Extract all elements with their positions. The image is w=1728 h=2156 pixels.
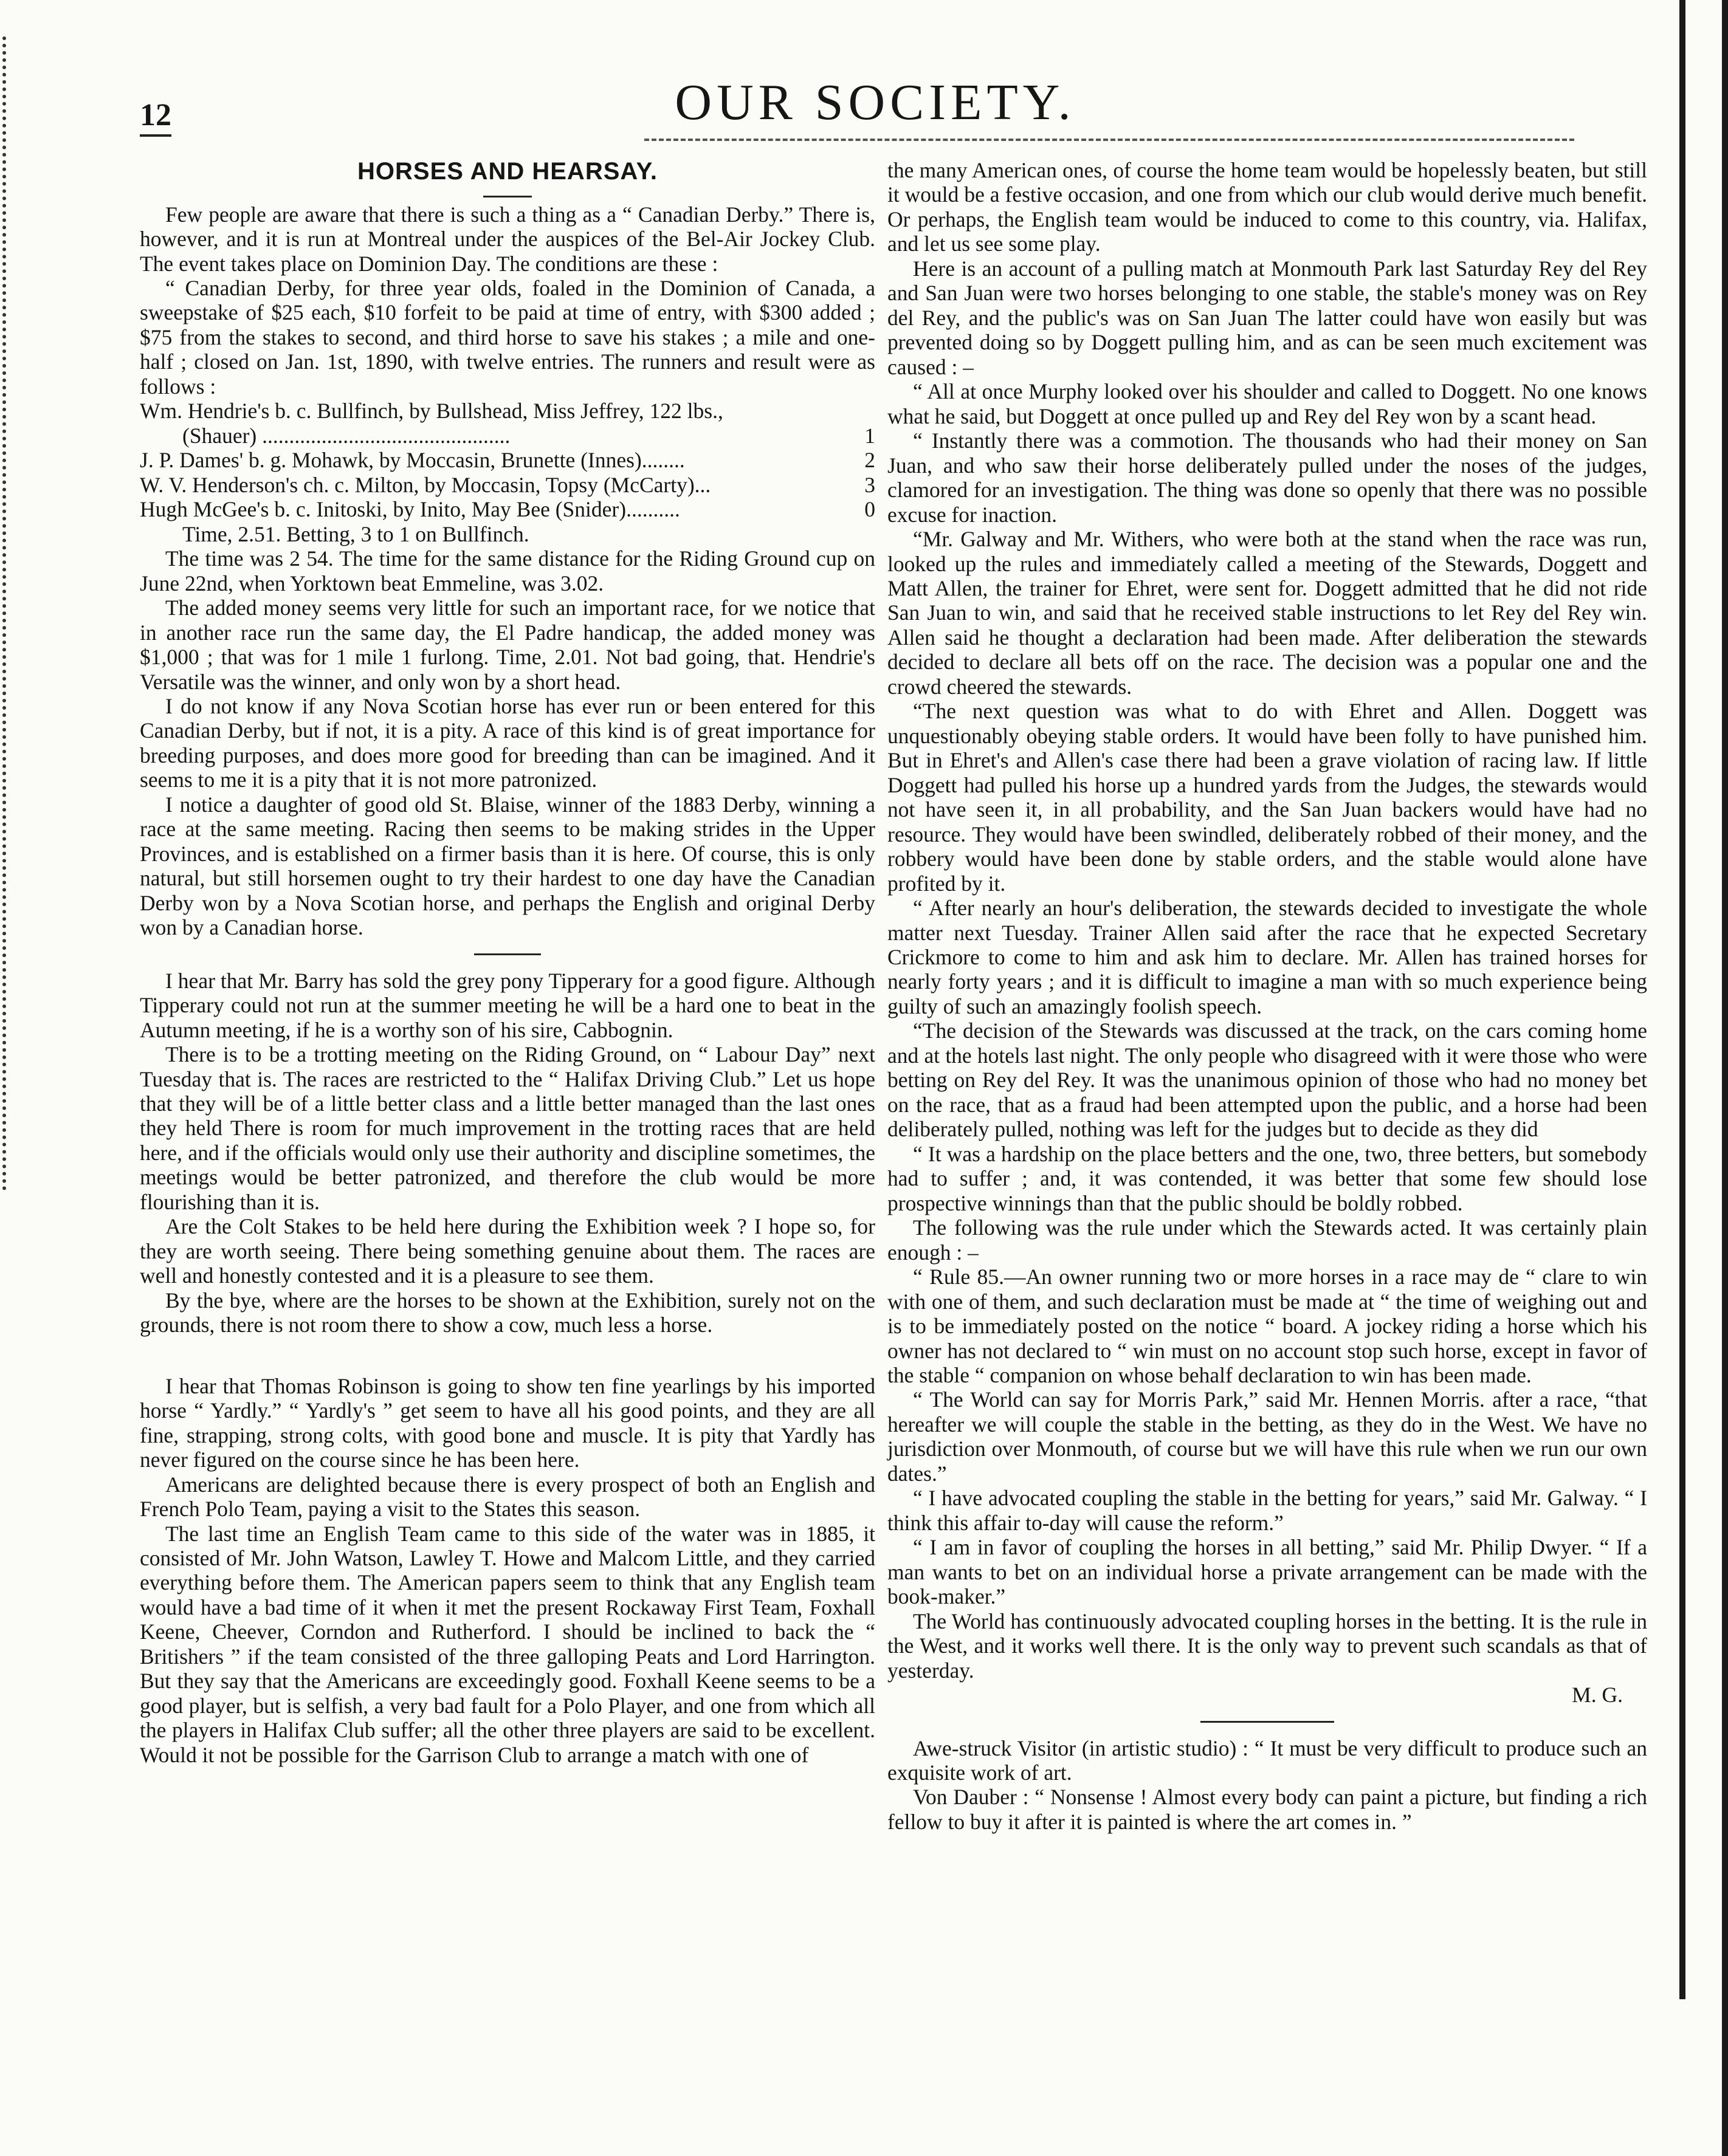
paragraph: I do not know if any Nova Scotian horse has ever run or been entered for this Canadian Derby, but if not, it is a pity. A race of this kind is of great importance for breeding purposes, and does more good for breeding than can be imagined. And it seems to me it is a pity that it is not more patronized. xyxy=(140,693,875,792)
rule-quote: “ Rule 85.—An owner running two or more horses in a race may de “ clare to win with one of them, and such declaration must be made at “ the time of weighing out and is to be immediately posted on the notice “ board. A jockey riding a horse which his owner has not declared to “ win must on no account stop such horse, except in favor of the stable “ companion on whose behalf declaration to win has been made. xyxy=(887,1265,1647,1387)
paragraph: “The decision of the Stewards was discussed at the track, on the cars coming home and at the hotels last night. The only people who disagreed with it were those who were betting on Rey del Rey. It was the unanimous opinion of those who had no money bet on the race, that as a fraud had been attempted upon the public, and a horse had been deliberately pulled, nothing was left for the judges but to decide as they did xyxy=(887,1018,1647,1142)
paragraph: “ Instantly there was a commotion. The thousands who had their money on San Juan, and who saw their horse deliberately pulled under the noses of the judges, clamored for an investigation. The thing was done so openly that there was no possible excuse for inaction. xyxy=(887,428,1647,527)
paragraph: Von Dauber : “ Nonsense ! Almost every body can paint a picture, but finding a rich fellow to buy it after it is painted is where the art comes in. ” xyxy=(887,1785,1647,1834)
signature: M. G. xyxy=(1572,1683,1623,1708)
paragraph: The last time an English Team came to this side of the water was in 1885, it consisted of Mr. John Watson, Lawley T. Howe and Malcom Little, and they carried everything before them. The American papers seem to think that any English team would have a bad time of it when it met the present Rockaway First Team, Foxhall Keene, Cheever, Corndon and Rutherford. I should be inclined to back the “ Britishers ” if the team consisted of the three galloping Peats and Lord Harrington. But they say that the Americans are exceedingly good. Foxhall Keene seems to be a good player, but is selfish, a very bad fault for a Polo Player, and one from which all the players in Halifax Club suffer; all the other three players are said to be excellent. Would it not be possible for the Garrison Club to arrange a match with one of xyxy=(140,1521,875,1767)
page-header xyxy=(97,73,1653,140)
paragraph: The following was the rule under which the Stewards acted. It was certainly plain enough : – xyxy=(887,1215,1647,1265)
page-edge xyxy=(1722,0,1728,2156)
paragraph: I hear that Mr. Barry has sold the grey pony Tipperary for a good figure. Although Tipperary could not run at the summer meeting he will be a hard one to beat in the Autumn meeting, if he is a worthy son of his sire, Cabbognin. xyxy=(140,968,875,1042)
paragraph: the many American ones, of course the home team would be hopelessly beaten, but still it would be a festive occasion, and one from which our club would derive much benefit. Or perhaps, the English team would be induced to come to this country, via. Halifax, and let us see some play. xyxy=(887,158,1647,256)
paragraph: The added money seems very little for such an important race, for we notice that in another race run the same day, the El Padre handicap, the added money was $1,000 ; that was for 1 mile 1 furlong. Time, 2.01. Not bad going, that. Hendrie's Versatile was the winner, and only won by a short head. xyxy=(140,596,875,694)
paragraph: I notice a daughter of good old St. Blaise, winner of the 1883 Derby, winning a race at the same meeting. Racing then seems to be making strides in the Upper Provinces, and is established on a firmer basis than it is here. Of course, this is only natural, but still horsemen ought to try their hardest to one day have the Canadian Derby won by a Nova Scotian horse, and perhaps the English and original Derby won by a Canadian horse. xyxy=(140,792,875,940)
paragraph: Awe-struck Visitor (in artistic studio) : “ It must be very difficult to produce such an exquisite work of art. xyxy=(887,1735,1647,1785)
result-row: W. V. Henderson's ch. c. Milton, by Moccasin, Topsy (McCarty)... 3 xyxy=(140,472,875,497)
race-results xyxy=(140,399,875,521)
paragraph: Here is an account of a pulling match at Monmouth Park last Saturday Rey del Rey and San Juan were two horses belonging to one stable, the stable's money was on Rey del Rey, and the public's was on San Juan The latter could have won easily but was prevented doing so by Doggett pulling him, and as can be seen much excitement was caused : – xyxy=(887,256,1647,379)
section-gap xyxy=(140,1337,875,1374)
left-column xyxy=(140,158,875,1767)
running-head: OUR SOCIETY. xyxy=(675,74,1076,131)
result-row: Hugh McGee's b. c. Initoski, by Inito, May Bee (Snider).......... 0 xyxy=(140,497,875,522)
margin-binding-mark xyxy=(2,36,13,1191)
paragraph: There is to be a trotting meeting on the Riding Ground, on “ Labour Day” next Tuesday that is. The races are restricted to the “ Halifax Driving Club.” Let us hope that they will be of a little better class and a little better managed than the last ones they held There is room for much improvement in the trotting races that are held here, and if the officials would only use their authority and discipline sometimes, the meetings would be better patronized, and therefore the club would be more flourishing than it is. xyxy=(140,1042,875,1214)
article-title: HORSES AND HEARSAY. xyxy=(357,158,658,185)
paragraph: “The next question was what to do with Ehret and Allen. Doggett was unquestionably obeying stable orders. It would have been folly to have punished him. But in Ehret's and Allen's case there had been a grave violation of racing law. If little Doggett had pulled his horse up a hundred yards from the Judges, the stewards would not have seen it, in all probability, and the San Juan backers would have had no resource. They would have been swindled, deliberately robbed of their money, and the robbery would have been done by stable orders, and the stable would alone have profited by it. xyxy=(887,699,1647,896)
page-number: 12 xyxy=(140,97,171,137)
result-row: J. P. Dames' b. g. Mohawk, by Moccasin, Brunette (Innes)........ 2 xyxy=(140,448,875,473)
time-line: Time, 2.51. Betting, 3 to 1 on Bullfinch. xyxy=(182,521,529,546)
paragraph: “ The World can say for Morris Park,” said Mr. Hennen Morris. after a race, “that hereafter we will couple the stable in the betting, as they do in the West. We have no jurisdiction over Monmouth, of course but we will have this rule when we run our own dates.” xyxy=(887,1387,1647,1486)
paragraph: I hear that Thomas Robinson is going to show ten fine yearlings by his imported horse “ Yardly.” “ Yardly's ” get seem to have all his good points, and they are all fine, strapping, strong colts, with good bone and muscle. It is pity that Yardly has never figured on the course since he has been here. xyxy=(140,1373,875,1472)
paragraph: “ It was a hardship on the place betters and the one, two, three betters, but somebody had to suffer ; and, it was contended, it was better that some few should lose prospective winnings than that the public should be boldly robbed. xyxy=(887,1141,1647,1215)
paragraph: The World has continuously advocated coupling horses in the betting. It is the rule in the West, and it works well there. It is the only way to prevent such scandals as that of yesterday. xyxy=(887,1608,1647,1683)
paragraph: “ After nearly an hour's deliberation, the stewards decided to investigate the whole matter next Tuesday. Trainer Allen said after the race that he expected Secretary Crickmore to come to him and ask him to declare. Mr. Allen has trained horses for nearly forty years ; and it is difficult to imagine a man with so much experience being guilty of such an amazingly foolish speech. xyxy=(887,896,1647,1018)
paragraph: The time was 2 54. The time for the same distance for the Riding Ground cup on June 22nd, when Yorktown beat Emmeline, was 3.02. xyxy=(140,546,875,596)
paragraph: Are the Colt Stakes to be held here during the Exhibition week ? I hope so, for they are worth seeing. There being something genuine about them. The races are well and honestly contested and it is a pleasure to see them. xyxy=(140,1214,875,1288)
paragraph: “ I have advocated coupling the stable in the betting for years,” said Mr. Galway. “ I think this affair to-day will cause the reform.” xyxy=(887,1486,1647,1535)
paragraph: “Mr. Galway and Mr. Withers, who were both at the stand when the race was run, looked up the rules and immediately called a meeting of the Stewards, Doggett and Matt Allen, the trainer for Ehret, were sent for. Doggett admitted that he did not ride San Juan to win, and said that he received stable instructions to let Rey del Rey win. Allen said he thought a declaration had been made. After deliberation the stewards decided to declare all bets off on the race. The decision was a popular one and the crowd cheered the stewards. xyxy=(887,527,1647,699)
paragraph: “ Canadian Derby, for three year olds, foaled in the Dominion of Canada, a sweepstake of $25 each, $10 forfeit to be paid at time of entry, with $300 added ; $75 from the stakes to second, and third horse to save his stakes ; a mile and one-half ; closed on Jan. 1st, 1890, with twelve entries. The runners and result were as follows : xyxy=(140,276,875,399)
paragraph: Americans are delighted because there is every prospect of both an English and French Polo Team, paying a visit to the States this season. xyxy=(140,1472,875,1522)
result-row: (Shauer) .............................................. 1 xyxy=(182,423,875,448)
title-rule xyxy=(483,196,532,197)
section-rule xyxy=(1200,1721,1334,1723)
paragraph: Few people are aware that there is such a thing as a “ Canadian Derby.” There is, however, and it is run at Montreal under the auspices of the Bel-Air Jockey Club. The event takes place on Dominion Day. The conditions are these : xyxy=(140,202,875,276)
paragraph: By the bye, where are the horses to be shown at the Exhibition, surely not on the grounds, there is not room there to show a cow, much less a horse. xyxy=(140,1288,875,1337)
paragraph: “ All at once Murphy looked over his shoulder and called to Doggett. No one knows what he said, but Doggett at once pulled up and Rey del Rey won by a scant head. xyxy=(887,379,1647,428)
header-rule xyxy=(644,139,1574,141)
right-column-bar xyxy=(1679,0,1685,1999)
paragraph: “ I am in favor of coupling the horses in all betting,” said Mr. Philip Dwyer. “ If a man wants to bet on an individual horse a private arrangement can be made with the book-maker.” xyxy=(887,1535,1647,1609)
section-rule xyxy=(474,953,541,955)
result-row: Wm. Hendrie's b. c. Bullfinch, by Bullshead, Miss Jeffrey, 122 lbs., xyxy=(140,399,723,424)
right-column xyxy=(887,158,1647,1834)
